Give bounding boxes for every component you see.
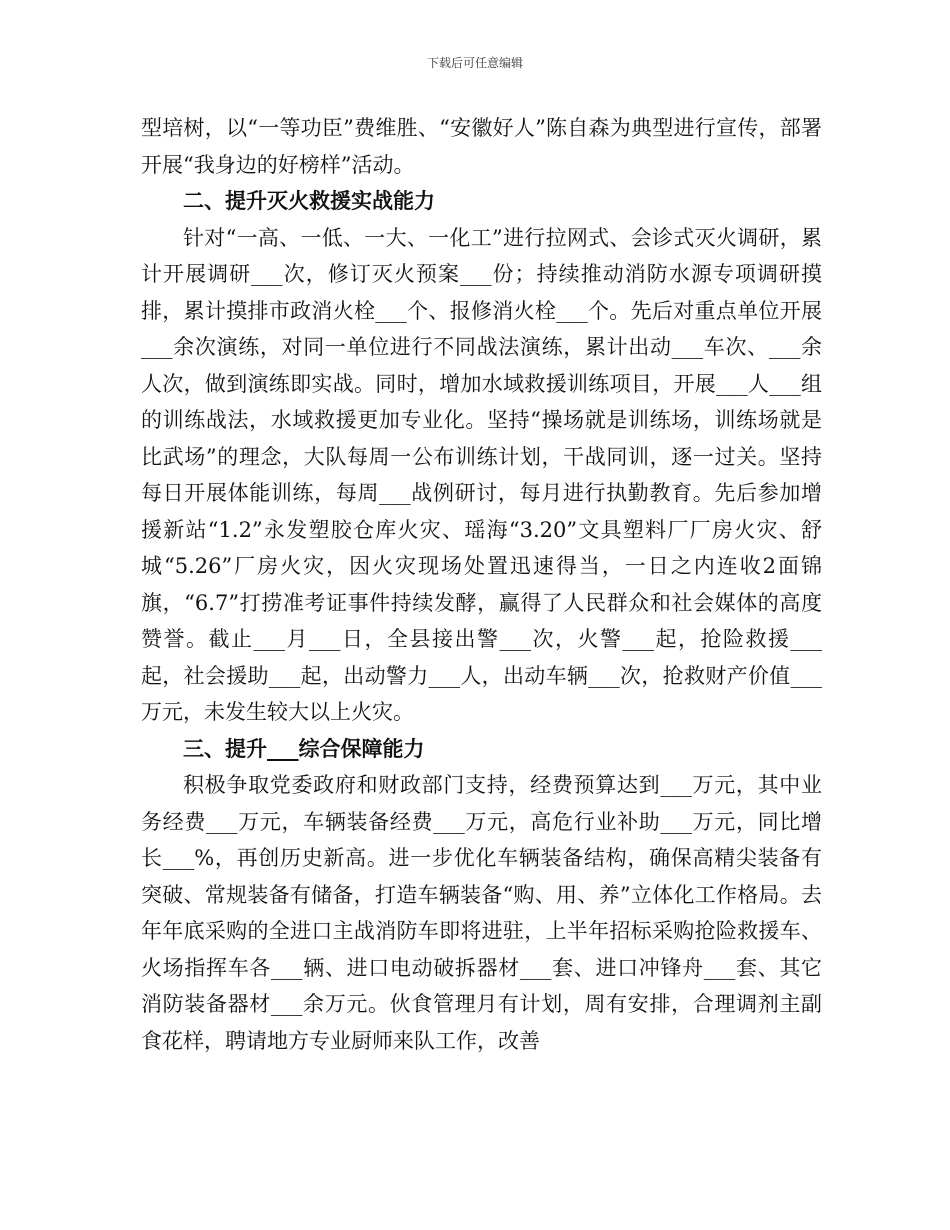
paragraph-support: 积极争取党委政府和财政部门支持，经费预算达到___万元，其中业务经费___万元，车辆装备经费___万元，高危行业补助___万元，同比增长___%，再创历史新高。进一步优化车辆装备结构，确保高精尖装备有突破、常规装备有储备，打造车辆装备“购、用、养”立体化工作格局。去年年底采购的全进口主战消防车即将进驻，上半年招标采购抢险救援车、火场指挥车各___辆、进口电动破拆器材___套、进口冲锋舟___套、其它消防装备器材___余万元。伙食管理月有计划，周有安排，合理调剂主副食花样，聘请地方专业厨师来队工作，改善	[141, 773, 822, 1053]
document-body	[141, 110, 822, 1059]
paragraph-continuation: 型培树，以“一等功臣”费维胜、“安徽好人”陈自森为典型进行宣传，部署开展“我身边的好榜样”活动。	[141, 116, 822, 177]
page-header-note: 下载后可任意编辑	[426, 56, 523, 70]
paragraph-firefighting: 针对“一高、一低、一大、一化工”进行拉网式、会诊式灭火调研，累计开展调研___次，修订灭火预案___份；持续推动消防水源专项调研摸排，累计摸排市政消火栓___个、报修消火栓___个。先后对重点单位开展___余次演练，对同一单位进行不同战法演练，累计出动___车次、___余人次，做到演练即实战。同时，增加水域救援训练项目，开展___人___组的训练战法，水域救援更加专业化。坚持“操场就是训练场，训练场就是比武场”的理念，大队每周一公布训练计划，干战同训，逐一过关。坚持每日开展体能训练，每周___战例研讨，每月进行执勤教育。先后参加增援新站“1.2”永发塑胶仓库火灾、瑶海“3.20”文具塑料厂厂房火灾、舒城“5.26”厂房火灾，因火灾现场处置迅速得当，一日之内连收2面锦旗，“6.7”打捞准考证事件持续发酵，赢得了人民群众和社会媒体的高度赞誉。截止___月___日，全县接出警___次，火警___起，抢险救援___起，社会援助___起，出动警力___人，出动车辆___次，抢救财产价值___万元，未发生较大以上火灾。	[141, 225, 822, 724]
section-heading-3: 三、提升___综合保障能力	[183, 735, 425, 761]
section-heading-2: 二、提升灭火救援实战能力	[183, 188, 435, 213]
